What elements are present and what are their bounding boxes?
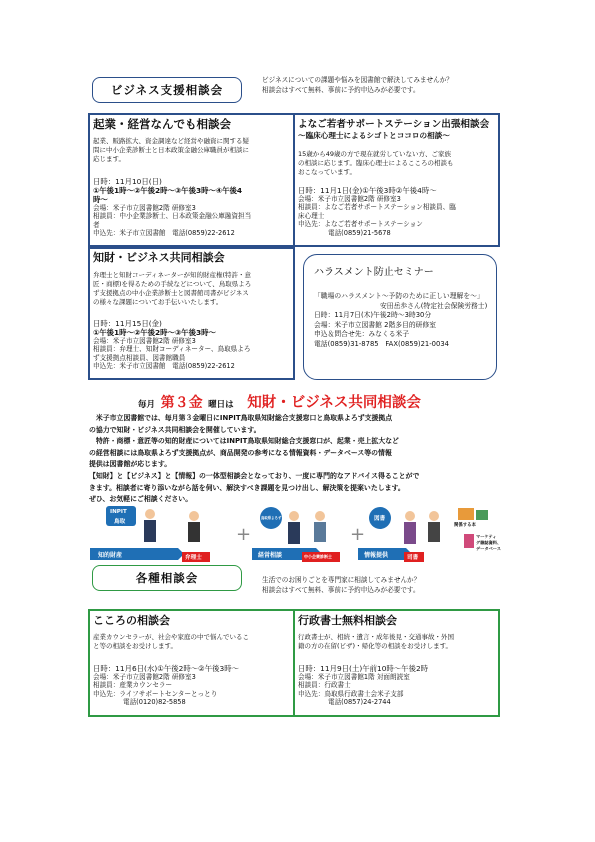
- startup-title: 起業・経営なんでも相談会: [93, 117, 231, 131]
- ip-desc-line: 弁理士と知財コーディネーターが知的財産権(特許・意: [93, 271, 252, 279]
- database-label: データベース: [476, 546, 501, 551]
- grid-divider: [293, 113, 295, 247]
- ip-desc: [93, 271, 251, 307]
- ip-info: 申込先：米子市立図書館 電話(0859)22-2612: [93, 362, 235, 371]
- ip-label: 知的財産: [98, 552, 123, 559]
- grid-divider: [293, 609, 295, 717]
- startup-slots: ①午後1時～②午後2時～③午後3時～④午後4: [93, 186, 243, 195]
- yonago-info: 会場：米子市立図書館2階 研修室3: [298, 195, 401, 203]
- ip-info: 会場：米子市立図書館2階 研修室3: [93, 337, 196, 345]
- gyosei-details: [298, 664, 428, 707]
- yonago-info: 申込先：よなご若者サポートステーション: [298, 220, 423, 229]
- gyosei-info: 電話(0857)24-2744: [328, 698, 391, 707]
- kokoro-desc-line: と等の相談をお受けします。: [93, 642, 177, 650]
- monthly-body-line: ぜひ、お気軽にご相談ください。: [89, 495, 193, 504]
- startup-slots: 時～: [93, 195, 108, 204]
- monthly-body-line: きます。相談者に寄り添いながら話を伺い、解決すべき課題を見つけ出し、解決策を提案いたします。: [89, 483, 405, 492]
- shindanshi-label: 中小企業診断士: [304, 554, 332, 559]
- harassment-contact: 申込＆問合せ先：みなくる米子: [314, 330, 410, 339]
- kokoro-desc: [93, 633, 249, 651]
- yonago-subtitle: ～臨床心理士によるシゴトとココロの相談～: [298, 131, 450, 140]
- startup-date: 日時：11月10日(日): [93, 177, 162, 186]
- monthly-mid: 曜日は: [208, 400, 234, 410]
- gyosei-desc-line: 行政書士が、相続・遺言・成年後見・交通事故・外国: [298, 633, 454, 641]
- consultation-illustration: [88, 504, 508, 566]
- person-icon: [429, 511, 439, 521]
- startup-desc: [93, 137, 249, 164]
- startup-desc-line: 応じます。: [93, 155, 125, 163]
- plus-icon: +: [236, 524, 252, 545]
- various-intro: [262, 575, 420, 595]
- monthly-title: 知財・ビジネス共同相談会: [247, 395, 421, 411]
- various-section-title: 各種相談会: [92, 565, 242, 591]
- gyosei-desc-line: 籍の方の在留(ビザ)・帰化等の相談をお受けします。: [298, 642, 453, 650]
- yonago-desc-line: 15歳から49歳の方で現在就労していない方、ご家族: [298, 150, 452, 158]
- kokoro-date: 日時：11月6日(水)①午後2時～②午後3時～: [93, 664, 239, 673]
- person-icon: [189, 511, 199, 521]
- ip-desc-line: の様々な課題についてお手伝いいたします。: [93, 298, 223, 306]
- business-section-title: ビジネス支援相談会: [92, 77, 242, 103]
- business-intro-line: ビジネスについての課題や悩みを図書館で解決してみませんか？: [262, 76, 453, 84]
- marketing-label: マーケティ: [476, 534, 497, 539]
- illustration-svg: [88, 504, 508, 566]
- kokoro-desc-line: 産業カウンセラーが、社会や家庭の中で悩んでいるこ: [93, 633, 249, 641]
- person-icon: [144, 520, 156, 542]
- startup-info: 申込先：米子市立図書館 電話(0859)22-2612: [93, 229, 235, 238]
- yonago-date: 日時：11月1日(金)①午後3時②午後4時～: [298, 186, 437, 195]
- ip-info: 相談員：弁理士、知財コーディネーター、鳥取県よろ: [93, 345, 251, 354]
- ip-details: [93, 319, 250, 371]
- monthly-body-line: 【知財】と【ビジネス】と【情報】の一体型相談会となっており、一度に専門的なアドバイス得ることがで: [89, 471, 420, 480]
- ip-date: 日時：11月15日(金): [93, 319, 162, 328]
- ip-info: ず支援拠点相談員、図書館職員: [93, 353, 186, 362]
- yonago-desc-line: の相談に応じます。臨床心理士によるこころの相談も: [298, 159, 454, 167]
- kokoro-info: 申込先：ライフサポートセンターとっとり: [93, 689, 218, 698]
- benrishi-label: 弁理士: [185, 555, 202, 561]
- person-icon: [314, 522, 326, 542]
- person-icon: [289, 511, 299, 521]
- monthly-body-line: の経営相談には鳥取県よろず支援拠点が、商品開発の参考になる情報資料・データベース等の情報: [89, 448, 392, 457]
- harassment-details: [314, 292, 487, 350]
- ip-slots: ①午後1時～②午後2時～③午後3時～: [93, 328, 216, 337]
- person-icon: [188, 522, 200, 542]
- harassment-phone: 電話(0859)31-8785 FAX(0859)21-0034: [314, 339, 449, 348]
- kokoro-info: 会場：米子市立図書館2階 研修室3: [93, 673, 196, 681]
- ip-title: 知財・ビジネス共同相談会: [93, 251, 225, 264]
- yonago-desc-line: おこなっています。: [298, 168, 356, 176]
- library-label: 図書: [374, 516, 386, 522]
- gyosei-info: 会場：米子市立図書館1階 対面朗読室: [298, 673, 410, 681]
- harassment-title: ハラスメント防止セミナー: [314, 267, 434, 278]
- ip-desc-line: 匠・商標)を得るための手続などについて、鳥取県よろ: [93, 280, 252, 288]
- person-icon: [288, 522, 300, 544]
- monthly-body-line: の協力で知財・ビジネス共同相談会を開催しています。: [89, 425, 261, 434]
- monthly-body-line: 提供は図書館が応じます。: [89, 460, 172, 469]
- various-intro-line: 相談会はすべて無料、事前に予約申込みが必要です。: [262, 586, 420, 594]
- business-intro-line: 相談会はすべて無料、事前に予約申込みが必要です。: [262, 86, 420, 94]
- ip-desc-line: ず支援拠点の中小企業診断士と図書館司書がビジネス: [93, 289, 249, 297]
- monthly-highlight: 第３金: [160, 395, 203, 411]
- inpit-sub-label: 鳥取: [114, 519, 126, 525]
- gyosei-info: 相談員：行政書士: [298, 681, 351, 690]
- inpit-label: INPIT: [110, 509, 127, 515]
- gyosei-date: 日時：11月9日(土)午前10時～午後2時: [298, 664, 429, 673]
- keiei-label: 経営相談: [258, 552, 283, 559]
- startup-info: 相談員：中小企業診断士、日本政策金融公庫融資担当: [93, 212, 252, 221]
- gyosei-info: 申込先：鳥取県行政書士会米子支部: [298, 689, 404, 698]
- joho-label: 情報提供: [364, 552, 389, 559]
- harassment-lecturer: 安田岳歩さん(特定社会保険労務士): [380, 301, 488, 310]
- harassment-venue: 会場：米子市立図書館 2階多目的研修室: [314, 320, 437, 329]
- yonago-info: 床心理士: [298, 211, 325, 220]
- person-icon: [145, 509, 155, 519]
- monthly-body-line: 特許・商標・意匠等の知的財産についてはINPIT鳥取県知財総合支援窓口が、起業・売上拡大など: [89, 437, 399, 446]
- magazine-icon: [464, 534, 474, 548]
- yonago-title: よなご若者サポートステーション出張相談会: [298, 119, 490, 130]
- yonago-details: [298, 186, 456, 237]
- startup-info: 会場：米子市立図書館2階 研修室3: [93, 204, 196, 212]
- kokoro-info: 相談員：産業カウンセラー: [93, 681, 173, 690]
- gyosei-desc: [298, 633, 454, 651]
- startup-details: [93, 177, 251, 238]
- harassment-date: 日時：11月7日(木)午後2時～3時30分: [314, 311, 432, 320]
- book-icon: [476, 510, 488, 520]
- gyosei-title: 行政書士無料相談会: [298, 614, 397, 627]
- book-icon: [458, 508, 474, 520]
- monthly-body: [89, 413, 419, 506]
- person-icon: [404, 522, 416, 544]
- monthly-body-line: 米子市立図書館では、毎月第３金曜日にINPIT鳥取県知財総合支援窓口と鳥取県よろず支援拠点: [89, 414, 393, 422]
- monthly-headline: [138, 391, 421, 412]
- person-icon: [405, 511, 415, 521]
- yonago-desc: [298, 150, 453, 177]
- monthly-prefix: 毎月: [138, 400, 156, 410]
- plus-icon: +: [350, 524, 366, 545]
- marketing-label-2: グ雑誌資料、: [476, 540, 502, 545]
- person-icon: [315, 511, 325, 521]
- business-intro: [262, 75, 453, 95]
- various-intro-line: 生活でのお困りごとを専門家に相談してみませんか？: [262, 576, 421, 584]
- person-icon: [428, 522, 440, 542]
- yonago-info: 電話(0859)21-5678: [328, 228, 391, 237]
- kokoro-title: こころの相談会: [93, 614, 170, 627]
- harassment-lecture: 「職場のハラスメント～予防のために正しい理解を～」: [314, 292, 484, 300]
- startup-desc-line: 起業、販路拡大、資金調達など経営や融資に関する疑: [93, 137, 249, 145]
- shiryo-label: 関係する本: [454, 523, 476, 528]
- kokoro-details: [93, 664, 239, 707]
- startup-desc-line: 問に中小企業診断士と日本政策金融公庫職員が相談に: [93, 146, 249, 154]
- yonago-info: 相談員：よなご若者サポートステーション相談員、臨: [298, 203, 456, 212]
- startup-info: 者: [93, 220, 100, 229]
- kokoro-info: 電話(0120)82-5858: [123, 698, 186, 707]
- yorozu-label: 鳥取県よろず: [261, 516, 282, 520]
- shisho-label: 司書: [407, 555, 419, 561]
